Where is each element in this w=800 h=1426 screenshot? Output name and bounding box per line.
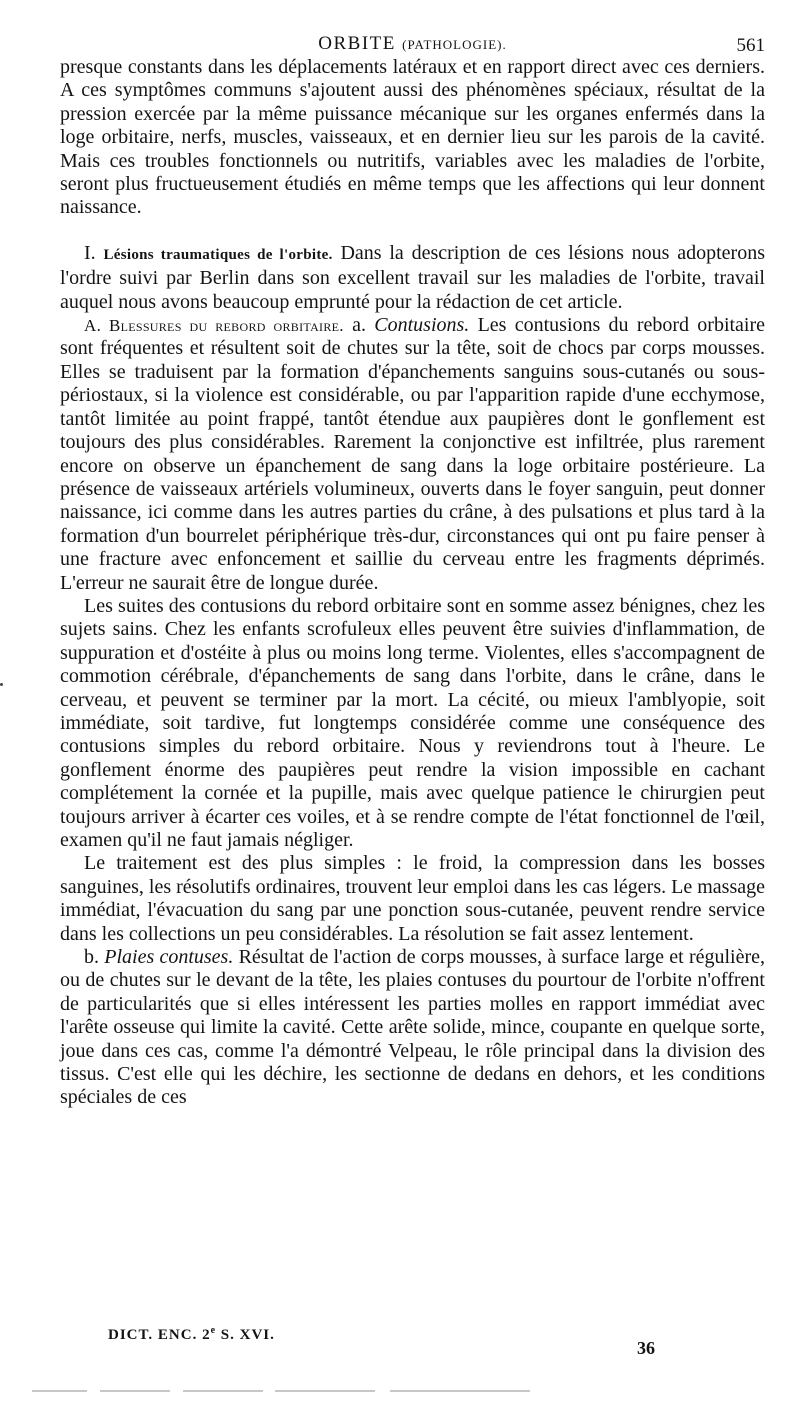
subsection-text: Résultat de l'action de corps mousses, à surface large et régulière, ou de chutes sur le devant de la tête, les plaies contuses du pourtour de l'orbite n'offrent de particularités que si elles intéressent les parties molles en rapport immédiat avec l'arête osseuse qui limite la cavité. Cette arête solide, mince, coupante en quelque sorte, joue dans ces cas, comme l'a démontré Velpeau, le rôle principal dans la division des tissus. C'est elle qui les déchire, les sectionne de dedans en dehors, et les conditions spéciales de ces bbox=[60, 946, 766, 1109]
reference-volume: S. XVI. bbox=[220, 1327, 275, 1343]
paragraph-contused-wounds bbox=[60, 946, 765, 1110]
signature-mark: 36 bbox=[637, 1338, 655, 1358]
scan-artifact bbox=[390, 1390, 530, 1392]
section-heading: Lésions traumatiques de l'orbite. bbox=[103, 246, 333, 263]
paragraph-treatment: Le traitement est des plus simples : le froid, la compression dans les bosses sanguines, les résolutifs ordinaires, trouvent leur emploi dans les cas légers. Le massage immédiat, l'évacuation du sang par une ponction sous-cutanée, peuvent rendre service dans les collections un peu considérables. La résolution se fait assez lentement. bbox=[60, 852, 765, 945]
article-body bbox=[60, 56, 765, 1110]
reference-superscript: e bbox=[210, 1325, 217, 1336]
subsection-letter: a. bbox=[352, 314, 366, 337]
subsection-text: Les contusions du rebord orbitaire sont fréquentes et résultent soit de chutes sur la tête, soit de chocs par corps mousses. Elles se traduisent par la formation d'épanchements sanguins sous-cutanés ou sous-périostaux, si la violence est considérable, ou par l'apparition rapide d'une ecchymose, tantôt limitée au point frappé, tantôt étendue aux paupières dont le gonflement est toujours des plus considérables. Rarement la conjonctive est infiltrée, plus rarement encore on observe un épanchement de sang dans la loge orbitaire postérieure. La présence de vaisseaux artériels volumineux, ouverts dans le foyer sanguin, peut donner naissance, ici comme dans les autres parties du crâne, à des pulsations et plus tard à la formation d'un bourrelet périphérique très-dur, circonstances qui ont pu faire penser à une fracture avec enfoncement et saillie du cerveau entre les fragments déprimés. L'erreur ne saurait être de longue durée. bbox=[60, 314, 766, 594]
scan-speck bbox=[0, 683, 3, 686]
title-subtitle: (PATHOLOGIE). bbox=[402, 37, 507, 52]
paragraph-section-one bbox=[60, 242, 765, 314]
scan-artifact bbox=[183, 1390, 263, 1392]
section-text: Dans la description de ces lésions nous adopterons l'ordre suivi par Berlin dans son excellent travail sur les maladies de l'orbite, travail auquel nous avons beaucoup emprunté pour la rédaction de cet article. bbox=[60, 241, 765, 313]
subsection-title: Plaies contuses. bbox=[104, 946, 234, 969]
running-title bbox=[60, 33, 765, 55]
reference-prefix: DICT. ENC. 2 bbox=[108, 1327, 211, 1343]
subsection-title: Contusions. bbox=[374, 314, 470, 337]
subsection-letter: b. bbox=[84, 946, 99, 969]
dictionary-reference bbox=[108, 1325, 275, 1344]
section-numeral: I. bbox=[84, 241, 96, 264]
paragraph-continuation: presque constants dans les déplacements latéraux et en rapport direct avec ces derniers. A ces symptômes communs s'ajoutent aussi des phénomènes spéciaux, résultat de la pression exercée par la même puissance mécanique sur les organes enfermés dans la loge orbitaire, nerfs, muscles, vaisseaux, et en dernier lieu sur les parois de la cavité. Mais ces troubles fonctionnels ou nutritifs, variables avec les maladies de l'orbite, seront plus fructueusement étudiés en même temps que les affections qui leur donnent naissance. bbox=[60, 56, 765, 219]
page-number: 561 bbox=[736, 35, 765, 56]
scan-artifact bbox=[100, 1390, 170, 1392]
scan-artifact bbox=[32, 1390, 87, 1392]
scan-artifact bbox=[275, 1390, 375, 1392]
subsection-heading: A. Blessures du rebord orbitaire. bbox=[84, 316, 344, 336]
paragraph-consequences: Les suites des contusions du rebord orbitaire sont en somme assez bénignes, chez les sujets sains. Chez les enfants scrofuleux elles peuvent être suivies d'inflammation, de suppuration et d'ostéite à plus ou moins long terme. Violentes, elles s'accompagnent de commotion cérébrale, d'épanchements de sang dans l'orbite, dans le crâne, dans le cerveau, et peuvent se terminer par la mort. La cécité, ou mieux l'amblyopie, soit immédiate, soit tardive, fut longtemps considérée comme une conséquence des contusions simples du rebord orbitaire. Nous y reviendrons tout à l'heure. Le gonflement énorme des paupières peut rendre la vision impossible en cachant complétement la cornée et la pupille, mais avec quelque patience le chirurgien peut toujours arriver à écarter ces voiles, et à se rendre compte de l'état fonctionnel de l'œil, examen qu'il ne faut jamais négliger. bbox=[60, 594, 765, 851]
title-word: ORBITE bbox=[318, 33, 396, 54]
page-footer bbox=[60, 1325, 765, 1365]
paragraph-contusions bbox=[60, 314, 765, 595]
